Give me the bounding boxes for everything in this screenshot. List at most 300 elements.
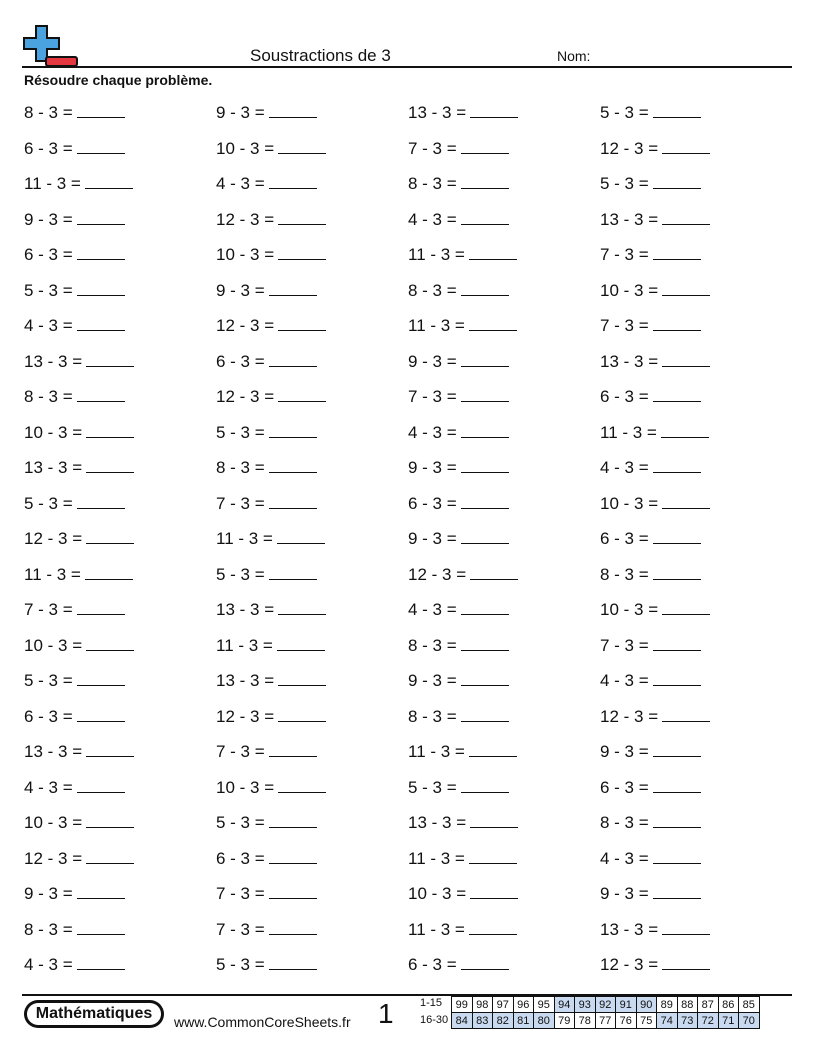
answer-blank[interactable] <box>86 813 134 828</box>
problem-row <box>24 201 794 237</box>
problem-item <box>408 920 517 940</box>
problem-item <box>216 316 326 336</box>
score-key-table <box>451 996 760 1029</box>
key-cell: 81 <box>513 1013 534 1029</box>
problem-text: 11 - 3 = <box>24 174 81 193</box>
problem-text: 12 - 3 = <box>216 316 275 335</box>
problem-item <box>600 103 701 123</box>
answer-blank[interactable] <box>470 813 518 828</box>
answer-blank[interactable] <box>470 103 518 118</box>
answer-blank[interactable] <box>461 423 509 438</box>
page-title: Soustractions de 3 <box>250 46 391 65</box>
answer-blank[interactable] <box>469 920 517 935</box>
problem-item <box>408 352 509 372</box>
answer-blank[interactable] <box>461 636 509 651</box>
problem-text: 12 - 3 = <box>24 529 83 548</box>
answer-blank[interactable] <box>77 884 125 899</box>
answer-blank[interactable] <box>662 139 710 154</box>
answer-blank[interactable] <box>662 600 710 615</box>
answer-blank[interactable] <box>469 742 517 757</box>
answer-blank[interactable] <box>461 778 509 793</box>
problem-text: 4 - 3 = <box>24 316 73 335</box>
problem-text: 12 - 3 = <box>600 955 659 974</box>
answer-blank[interactable] <box>461 210 509 225</box>
answer-blank[interactable] <box>269 955 317 970</box>
problem-item <box>216 210 326 230</box>
answer-blank[interactable] <box>653 778 701 793</box>
problem-row <box>24 236 794 272</box>
answer-blank[interactable] <box>269 494 317 509</box>
problem-row <box>24 130 794 166</box>
problem-item <box>24 565 133 585</box>
answer-blank[interactable] <box>461 671 509 686</box>
answer-blank[interactable] <box>653 174 701 189</box>
answer-blank[interactable] <box>461 281 509 296</box>
problem-item <box>408 707 509 727</box>
answer-blank[interactable] <box>85 174 133 189</box>
answer-blank[interactable] <box>653 458 701 473</box>
answer-blank[interactable] <box>661 423 709 438</box>
problem-text: 10 - 3 = <box>24 813 83 832</box>
problem-text: 13 - 3 = <box>216 671 275 690</box>
answer-blank[interactable] <box>461 707 509 722</box>
problem-text: 5 - 3 = <box>600 174 649 193</box>
problem-item <box>216 920 317 940</box>
answer-blank[interactable] <box>278 316 326 331</box>
problem-item <box>216 955 317 975</box>
answer-blank[interactable] <box>470 565 518 580</box>
subject-badge-label: Mathématiques <box>27 1003 161 1025</box>
problem-item <box>408 565 518 585</box>
answer-blank[interactable] <box>653 245 701 260</box>
problem-item <box>408 955 509 975</box>
answer-blank[interactable] <box>278 139 326 154</box>
answer-blank[interactable] <box>269 565 317 580</box>
answer-blank[interactable] <box>461 458 509 473</box>
key-cell: 79 <box>554 1013 575 1029</box>
answer-blank[interactable] <box>77 955 125 970</box>
problem-text: 11 - 3 = <box>408 919 465 939</box>
problem-text: 5 - 3 = <box>24 280 73 300</box>
answer-blank[interactable] <box>278 210 326 225</box>
key-cell: 77 <box>595 1013 616 1029</box>
problem-text: 10 - 3 = <box>600 600 659 619</box>
answer-blank[interactable] <box>278 707 326 722</box>
problem-text: 5 - 3 = <box>408 777 457 797</box>
problem-row <box>24 165 794 201</box>
answer-blank[interactable] <box>86 352 134 367</box>
answer-blank[interactable] <box>269 813 317 828</box>
problem-text: 12 - 3 = <box>216 706 275 726</box>
answer-blank[interactable] <box>278 600 326 615</box>
key-cell: 74 <box>657 1013 678 1029</box>
problem-text: 11 - 3 = <box>216 529 273 548</box>
problem-row <box>24 591 794 627</box>
problem-text: 13 - 3 = <box>600 209 659 229</box>
problem-item <box>216 671 326 691</box>
problem-text: 8 - 3 = <box>408 706 457 726</box>
problem-item <box>24 813 134 833</box>
problem-text: 10 - 3 = <box>24 422 83 442</box>
answer-blank[interactable] <box>86 849 134 864</box>
problem-text: 11 - 3 = <box>408 742 465 761</box>
problem-item <box>216 742 317 762</box>
problem-item <box>600 955 710 975</box>
problem-item <box>408 281 509 301</box>
problem-item <box>600 778 701 798</box>
problem-item <box>408 529 509 549</box>
answer-blank[interactable] <box>461 139 509 154</box>
answer-blank[interactable] <box>86 529 134 544</box>
problem-text: 6 - 3 = <box>408 955 457 974</box>
problem-text: 7 - 3 = <box>216 742 265 761</box>
answer-blank[interactable] <box>269 281 317 296</box>
answer-blank[interactable] <box>653 671 701 686</box>
answer-blank[interactable] <box>653 103 701 118</box>
problem-item <box>216 458 317 478</box>
problem-row <box>24 307 794 343</box>
answer-blank[interactable] <box>86 458 134 473</box>
key-cell: 91 <box>616 997 637 1013</box>
key-cell: 90 <box>636 997 657 1013</box>
key-cell: 72 <box>698 1013 719 1029</box>
key-cell: 96 <box>513 997 534 1013</box>
problem-item <box>216 565 317 585</box>
answer-blank[interactable] <box>77 281 125 296</box>
problem-text: 13 - 3 = <box>408 103 467 122</box>
problem-text: 10 - 3 = <box>600 493 659 513</box>
problem-text: 4 - 3 = <box>408 600 457 619</box>
problem-text: 9 - 3 = <box>600 742 649 761</box>
problem-row <box>24 875 794 911</box>
problem-text: 13 - 3 = <box>600 919 659 939</box>
problem-item <box>600 387 701 407</box>
problem-item <box>408 671 509 691</box>
problem-text: 9 - 3 = <box>600 884 649 903</box>
answer-blank[interactable] <box>77 671 125 686</box>
key-row <box>452 1013 760 1029</box>
answer-blank[interactable] <box>653 529 701 544</box>
answer-blank[interactable] <box>653 316 701 331</box>
problem-item <box>408 458 509 478</box>
key-cell: 76 <box>616 1013 637 1029</box>
problem-text: 10 - 3 = <box>24 635 83 655</box>
answer-blank[interactable] <box>77 494 125 509</box>
problem-text: 12 - 3 = <box>408 564 467 584</box>
key-cell: 78 <box>575 1013 596 1029</box>
problem-text: 9 - 3 = <box>408 671 457 690</box>
problem-text: 7 - 3 = <box>216 493 265 513</box>
problem-item <box>24 778 125 798</box>
answer-blank[interactable] <box>653 884 701 899</box>
name-label: Nom: <box>557 48 591 64</box>
answer-blank[interactable] <box>653 849 701 864</box>
answer-blank[interactable] <box>86 423 134 438</box>
problem-row <box>24 911 794 947</box>
answer-blank[interactable] <box>77 103 125 118</box>
problem-item <box>216 387 326 407</box>
answer-blank[interactable] <box>278 778 326 793</box>
key-cell: 84 <box>452 1013 473 1029</box>
answer-blank[interactable] <box>278 387 326 402</box>
problem-row <box>24 414 794 450</box>
problem-item <box>24 281 125 301</box>
problem-text: 12 - 3 = <box>216 209 275 229</box>
answer-blank[interactable] <box>77 245 125 260</box>
problem-text: 11 - 3 = <box>24 564 81 584</box>
problem-item <box>600 529 701 549</box>
problem-item <box>408 884 518 904</box>
problem-item <box>24 529 134 549</box>
problem-text: 4 - 3 = <box>24 777 73 797</box>
answer-blank[interactable] <box>461 174 509 189</box>
problem-text: 7 - 3 = <box>408 387 457 406</box>
answer-blank[interactable] <box>77 600 125 615</box>
answer-blank[interactable] <box>662 281 710 296</box>
problem-item <box>600 813 701 833</box>
problem-text: 6 - 3 = <box>24 138 73 158</box>
answer-blank[interactable] <box>77 387 125 402</box>
problem-item <box>408 174 509 194</box>
answer-blank[interactable] <box>269 352 317 367</box>
problem-text: 7 - 3 = <box>24 600 73 619</box>
answer-blank[interactable] <box>461 529 509 544</box>
problem-text: 9 - 3 = <box>408 529 457 548</box>
answer-blank[interactable] <box>461 600 509 615</box>
answer-blank[interactable] <box>662 920 710 935</box>
problem-text: 6 - 3 = <box>216 848 265 868</box>
problem-text: 6 - 3 = <box>600 529 649 548</box>
problem-item <box>24 316 125 336</box>
answer-blank[interactable] <box>269 103 317 118</box>
problem-item <box>216 707 326 727</box>
problem-item <box>600 245 701 265</box>
problem-text: 6 - 3 = <box>216 351 265 371</box>
answer-blank[interactable] <box>269 920 317 935</box>
key-cell: 82 <box>493 1013 514 1029</box>
answer-blank[interactable] <box>77 920 125 935</box>
key-cell: 86 <box>718 997 739 1013</box>
key-cell: 95 <box>534 997 555 1013</box>
problem-text: 9 - 3 = <box>24 884 73 903</box>
problem-item <box>600 458 701 478</box>
answer-blank[interactable] <box>269 458 317 473</box>
problem-text: 4 - 3 = <box>408 209 457 229</box>
problem-item <box>24 920 125 940</box>
problem-item <box>600 671 701 691</box>
problem-item <box>408 316 517 336</box>
answer-blank[interactable] <box>269 884 317 899</box>
problem-item <box>24 458 134 478</box>
answer-blank[interactable] <box>77 210 125 225</box>
problem-row <box>24 662 794 698</box>
problem-row <box>24 343 794 379</box>
worksheet-footer <box>22 994 792 1034</box>
problem-item <box>408 494 509 514</box>
answer-blank[interactable] <box>653 565 701 580</box>
answer-blank[interactable] <box>662 352 710 367</box>
problem-item <box>24 884 125 904</box>
answer-blank[interactable] <box>469 245 517 260</box>
answer-blank[interactable] <box>77 139 125 154</box>
problem-text: 7 - 3 = <box>408 138 457 158</box>
answer-blank[interactable] <box>86 636 134 651</box>
problem-item <box>600 849 701 869</box>
problem-item <box>408 742 517 762</box>
answer-blank[interactable] <box>277 636 325 651</box>
problem-item <box>24 671 125 691</box>
answer-blank[interactable] <box>470 884 518 899</box>
problem-text: 7 - 3 = <box>600 635 649 655</box>
problem-item <box>24 387 125 407</box>
problem-item <box>600 707 710 727</box>
problem-item <box>216 529 325 549</box>
answer-blank[interactable] <box>269 849 317 864</box>
answer-blank[interactable] <box>86 742 134 757</box>
problem-row <box>24 94 794 130</box>
answer-blank[interactable] <box>653 387 701 402</box>
problem-item <box>24 210 125 230</box>
problem-row <box>24 449 794 485</box>
problem-text: 5 - 3 = <box>216 813 265 832</box>
problem-item <box>600 884 701 904</box>
problem-item <box>24 139 125 159</box>
key-row-label: 1-15 <box>420 997 443 1009</box>
problem-row <box>24 769 794 805</box>
problem-text: 6 - 3 = <box>24 706 73 726</box>
answer-blank[interactable] <box>269 423 317 438</box>
answer-blank[interactable] <box>77 707 125 722</box>
problem-item <box>24 423 134 443</box>
problem-item <box>24 174 133 194</box>
answer-blank[interactable] <box>461 494 509 509</box>
key-cell: 85 <box>739 997 760 1013</box>
problem-text: 11 - 3 = <box>408 848 465 868</box>
header-divider <box>22 66 792 68</box>
problem-text: 7 - 3 = <box>600 316 649 335</box>
problem-text: 9 - 3 = <box>216 103 265 122</box>
problem-text: 4 - 3 = <box>24 955 73 974</box>
problem-item <box>600 139 710 159</box>
answer-blank[interactable] <box>461 387 509 402</box>
page-number: 1 <box>378 998 394 1029</box>
problem-item <box>24 636 134 656</box>
problem-row <box>24 946 794 982</box>
answer-blank[interactable] <box>269 174 317 189</box>
key-cell: 80 <box>534 1013 555 1029</box>
problem-item <box>24 849 134 869</box>
answer-blank[interactable] <box>461 955 509 970</box>
key-cell: 83 <box>472 1013 493 1029</box>
problem-text: 9 - 3 = <box>408 351 457 371</box>
answer-blank[interactable] <box>469 316 517 331</box>
problem-item <box>408 210 509 230</box>
problem-item <box>408 423 509 443</box>
problem-text: 4 - 3 = <box>216 174 265 193</box>
worksheet-header <box>22 22 792 70</box>
answer-blank[interactable] <box>277 529 325 544</box>
key-cell: 97 <box>493 997 514 1013</box>
problem-item <box>216 813 317 833</box>
answer-blank[interactable] <box>469 849 517 864</box>
problem-text: 11 - 3 = <box>408 316 465 335</box>
answer-blank[interactable] <box>662 707 710 722</box>
problem-text: 10 - 3 = <box>408 884 467 903</box>
problem-text: 8 - 3 = <box>408 635 457 655</box>
problem-item <box>408 636 509 656</box>
key-cell: 87 <box>698 997 719 1013</box>
answer-blank[interactable] <box>662 494 710 509</box>
problem-item <box>600 316 701 336</box>
problem-item <box>600 742 701 762</box>
answer-blank[interactable] <box>77 316 125 331</box>
answer-blank[interactable] <box>278 671 326 686</box>
problem-text: 9 - 3 = <box>408 458 457 477</box>
problem-text: 5 - 3 = <box>600 103 649 122</box>
problem-text: 13 - 3 = <box>24 458 83 477</box>
answer-blank[interactable] <box>278 245 326 260</box>
problem-item <box>600 174 701 194</box>
plus-minus-icon <box>22 24 80 68</box>
problem-text: 12 - 3 = <box>24 848 83 868</box>
problem-item <box>408 813 518 833</box>
problem-text: 4 - 3 = <box>600 671 649 690</box>
answer-blank[interactable] <box>653 636 701 651</box>
key-cell: 75 <box>636 1013 657 1029</box>
problem-text: 12 - 3 = <box>216 387 275 406</box>
problem-item <box>600 600 710 620</box>
problem-row <box>24 378 794 414</box>
problem-text: 12 - 3 = <box>600 706 659 726</box>
problem-item <box>408 849 517 869</box>
problem-row <box>24 556 794 592</box>
answer-blank[interactable] <box>269 742 317 757</box>
problem-text: 12 - 3 = <box>600 138 659 158</box>
answer-blank[interactable] <box>77 778 125 793</box>
answer-blank[interactable] <box>85 565 133 580</box>
problem-text: 5 - 3 = <box>216 955 265 974</box>
problem-row <box>24 698 794 734</box>
problem-text: 13 - 3 = <box>24 351 83 371</box>
problem-item <box>600 636 701 656</box>
problem-text: 4 - 3 = <box>408 422 457 442</box>
key-cell: 92 <box>595 997 616 1013</box>
answer-blank[interactable] <box>653 813 701 828</box>
answer-blank[interactable] <box>461 352 509 367</box>
problem-text: 13 - 3 = <box>216 600 275 619</box>
problem-text: 10 - 3 = <box>216 138 275 158</box>
problem-text: 11 - 3 = <box>216 635 273 655</box>
problem-text: 7 - 3 = <box>216 919 265 939</box>
problem-item <box>600 281 710 301</box>
subject-badge <box>24 1000 164 1028</box>
problem-item <box>600 210 710 230</box>
problem-text: 6 - 3 = <box>408 493 457 513</box>
problem-text: 8 - 3 = <box>600 813 649 832</box>
problem-text: 8 - 3 = <box>600 564 649 584</box>
answer-blank[interactable] <box>662 210 710 225</box>
answer-blank[interactable] <box>653 742 701 757</box>
problem-row <box>24 733 794 769</box>
problem-text: 11 - 3 = <box>408 245 465 264</box>
key-row-label: 16-30 <box>420 1014 449 1026</box>
problem-row <box>24 804 794 840</box>
problem-text: 10 - 3 = <box>216 777 275 797</box>
site-url: www.CommonCoreSheets.fr <box>174 1014 351 1030</box>
answer-blank[interactable] <box>662 955 710 970</box>
problem-item <box>216 281 317 301</box>
problem-text: 5 - 3 = <box>216 564 265 584</box>
